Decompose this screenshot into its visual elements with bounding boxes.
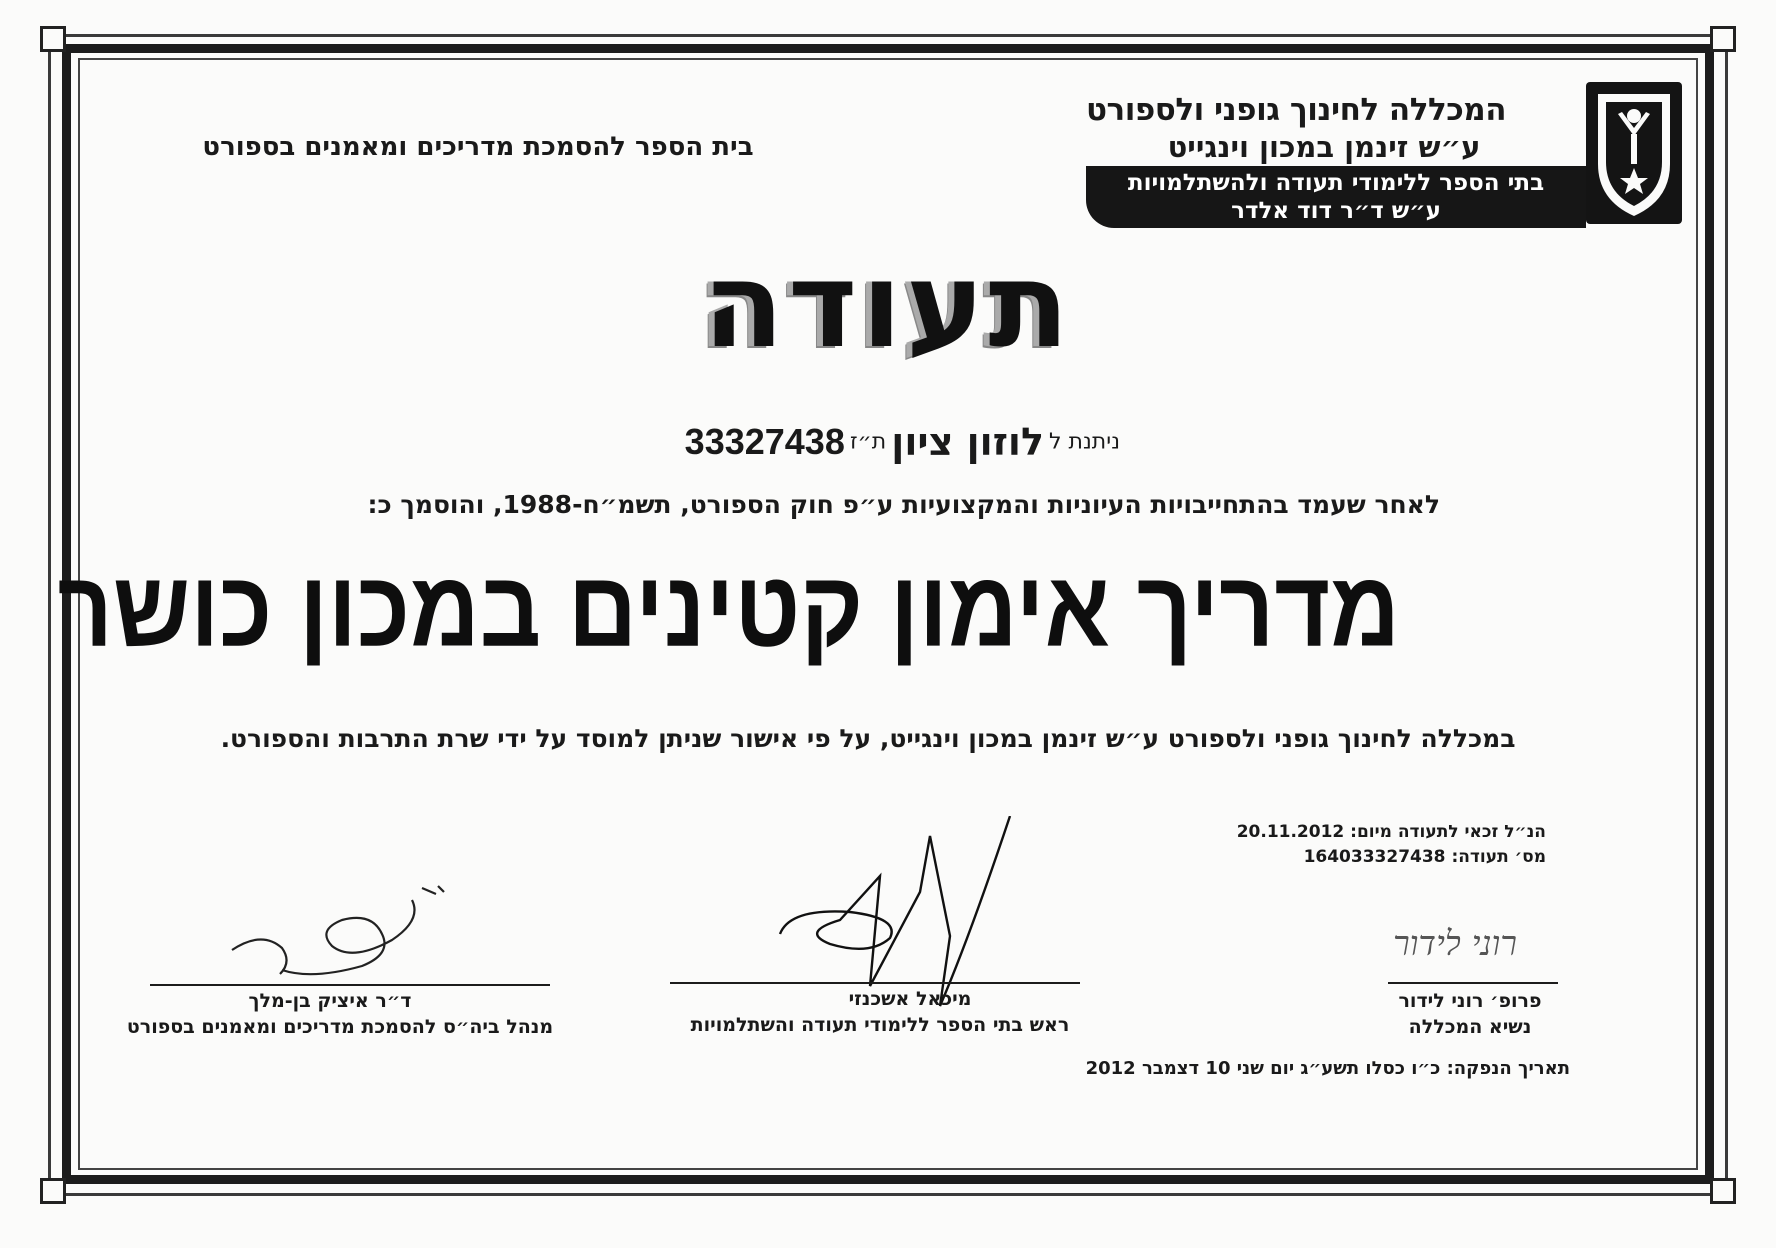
- band-line2: ע״ש ד״ר דוד אלדר: [1231, 198, 1441, 224]
- issued-to-row: [600, 420, 1120, 470]
- college-name-line2: ע״ש זינמן במכון וינגייט: [1167, 130, 1481, 164]
- signature-right: רוני לידור: [1393, 924, 1517, 964]
- frame-corner: [1710, 26, 1736, 52]
- band-line1: בתי הספר ללימודי תעודה ולהשתלמויות: [1127, 170, 1545, 196]
- frame-corner: [1710, 1178, 1736, 1204]
- college-emblem-icon: [1584, 80, 1684, 226]
- signatory-right-role: נשיא המכללה: [1408, 1016, 1532, 1038]
- after-text: לאחר שעמד בהתחייבויות העיוניות והמקצועיות ע״פ חוק הספורט, תשמ״ח-1988, והוסמך כ:: [367, 490, 1440, 519]
- signature-center: [770, 816, 1070, 1016]
- certificate-meta: [1186, 820, 1546, 870]
- recipient-name: לוזון ציון: [891, 420, 1044, 464]
- qualification-title: מדריך אימון קטינים במכון כושר: [57, 549, 1400, 669]
- id-number: 33327438: [684, 421, 845, 462]
- college-approval-text: במכללה לחינוך גופני ולספורט ע״ש זינמן במכון וינגייט, על פי אישור שניתן למוסד על ידי שרת התרבות והספורט.: [220, 724, 1516, 753]
- signature-line-right: [1388, 982, 1558, 984]
- signature-left: [222, 870, 492, 990]
- signatory-left-role: מנהל ביה״ס להסמכת מדריכים ומאמנים בספורט: [126, 1016, 554, 1038]
- cert-number-row: [1186, 845, 1546, 870]
- logo-band: [1086, 166, 1586, 228]
- signatory-center-name: מיכאל אשכנזי: [848, 988, 972, 1010]
- entitled-row: [1186, 820, 1546, 845]
- id-label: ת״ז: [849, 429, 887, 455]
- entitled-label: הנ״ל זכאי לתעודה מיום:: [1350, 822, 1546, 842]
- issued-to-label: ניתנת ל: [1049, 429, 1120, 455]
- certificate-title: תעודה: [702, 236, 1074, 374]
- signature-line-left: [150, 984, 550, 986]
- entitled-date: 20.11.2012: [1236, 822, 1345, 842]
- frame-corner: [40, 1178, 66, 1204]
- signature-line-center: [670, 982, 1080, 984]
- cert-number: 164033327438: [1303, 847, 1446, 867]
- signatory-center-role: ראש בתי הספר ללימודי תעודה והשתלמויות: [690, 1014, 1070, 1036]
- college-logo: [1084, 78, 1684, 228]
- frame-corner: [40, 26, 66, 52]
- issue-date: תאריך הנפקה: כ״ו כסלו תשע״ג יום שני 10 דצמבר 2012: [1085, 1058, 1570, 1079]
- cert-number-label: מס׳ תעודה:: [1451, 847, 1546, 867]
- college-name-line1: המכללה לחינוך גופני ולספורט: [1086, 92, 1507, 128]
- signatory-right-name: פרופ׳ רוני לידור: [1398, 990, 1542, 1012]
- signatory-left-name: ד״ר איציק בן-מלך: [248, 990, 412, 1012]
- school-name: בית הספר להסמכת מדריכים ומאמנים בספורט: [202, 132, 754, 162]
